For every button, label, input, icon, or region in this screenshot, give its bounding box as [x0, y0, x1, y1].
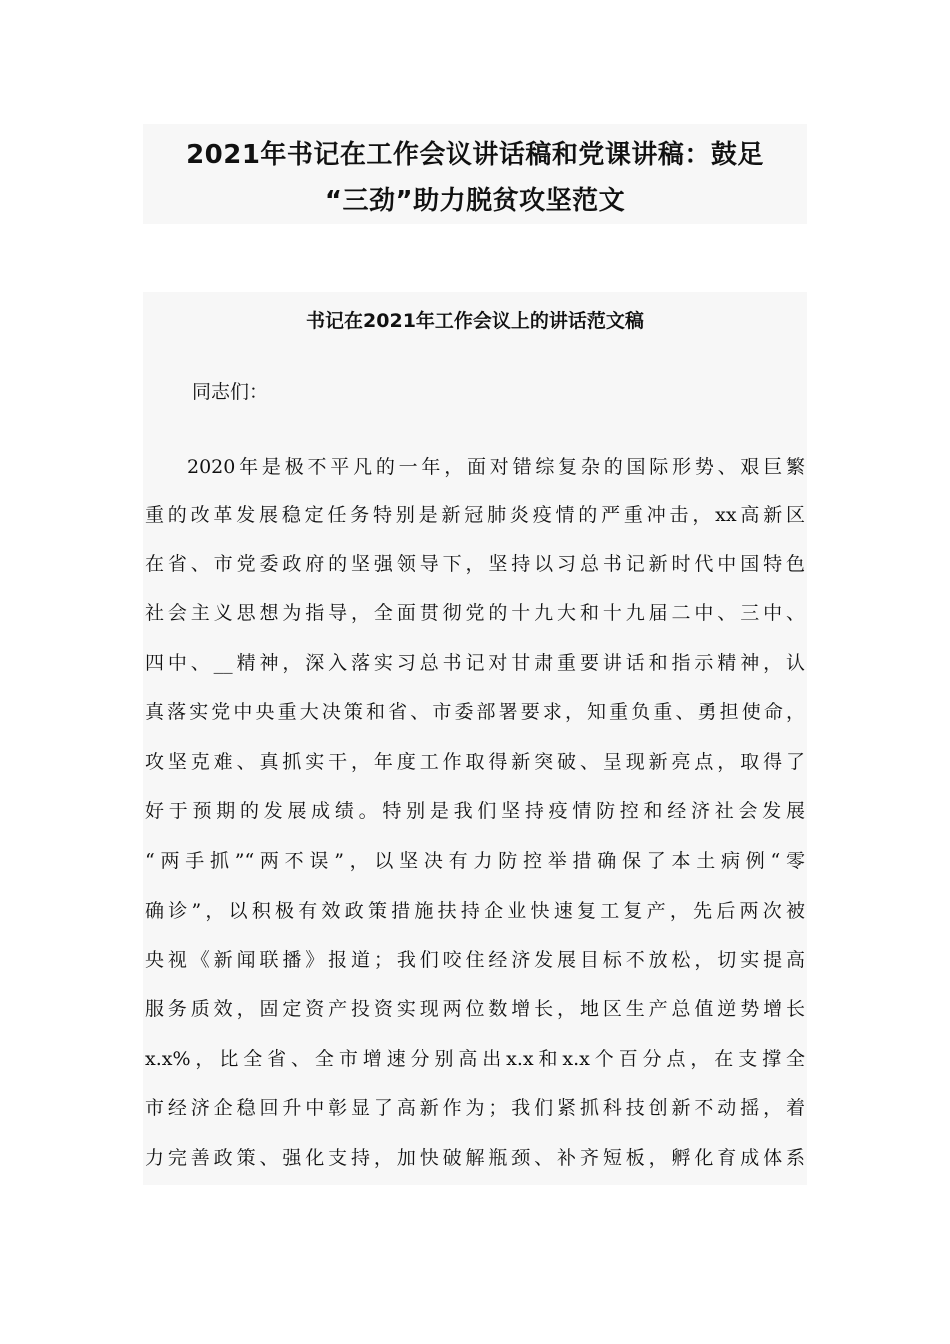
- document-title: [143, 124, 807, 224]
- paragraph-line: x.x%，比全省、全市增速分别高出x.x和x.x个百分点，在支撑全: [145, 1048, 805, 1070]
- salutation: 同志们：: [192, 381, 269, 403]
- paragraph-line: 在省、市党委政府的坚强领导下，坚持以习总书记新时代中国特色: [145, 553, 805, 575]
- paragraph-line: 2020年是极不平凡的一年，面对错综复杂的国际形势、艰巨繁: [187, 456, 805, 478]
- paragraph-line: 市经济企稳回升中彰显了高新作为；我们紧抓科技创新不动摇，着: [145, 1097, 805, 1119]
- paragraph-line: 好于预期的发展成绩。特别是我们坚持疫情防控和经济社会发展: [145, 800, 805, 822]
- paragraph-line: 真落实党中央重大决策和省、市委部署要求，知重负重、勇担使命，: [145, 701, 805, 723]
- paragraph-line: 攻坚克难、真抓实干，年度工作取得新突破、呈现新亮点，取得了: [145, 751, 805, 773]
- paragraph-line: 央视《新闻联播》报道；我们咬住经济发展目标不放松，切实提高: [145, 949, 805, 971]
- paragraph-line: “两手抓”“两不误”，以坚决有力防控举措确保了本土病例“零: [145, 850, 805, 872]
- section-title: 书记在2021年工作会议上的讲话范文稿: [306, 310, 644, 332]
- document-title-line-2: “三劲”助力脱贫攻坚范文: [324, 186, 626, 216]
- paragraph-line: 服务质效，固定资产投资实现两位数增长，地区生产总值逆势增长: [145, 998, 805, 1020]
- paragraph-line: 力完善政策、强化支持，加快破解瓶颈、补齐短板，孵化育成体系: [145, 1147, 805, 1169]
- paragraph-line: 重的改革发展稳定任务特别是新冠肺炎疫情的严重冲击，xx高新区: [145, 504, 805, 526]
- document-body: [143, 292, 807, 1185]
- document-title-line-1: 2021年书记在工作会议讲话稿和党课讲稿：鼓足: [186, 140, 764, 170]
- paragraph-line: 四中、__精神，深入落实习总书记对甘肃重要讲话和指示精神，认: [145, 652, 805, 674]
- document-title-block: [143, 124, 807, 224]
- paragraph-line: 确诊”，以积极有效政策措施扶持企业快速复工复产，先后两次被: [145, 900, 805, 922]
- paragraph-line: 社会主义思想为指导，全面贯彻党的十九大和十九届二中、三中、: [145, 602, 805, 624]
